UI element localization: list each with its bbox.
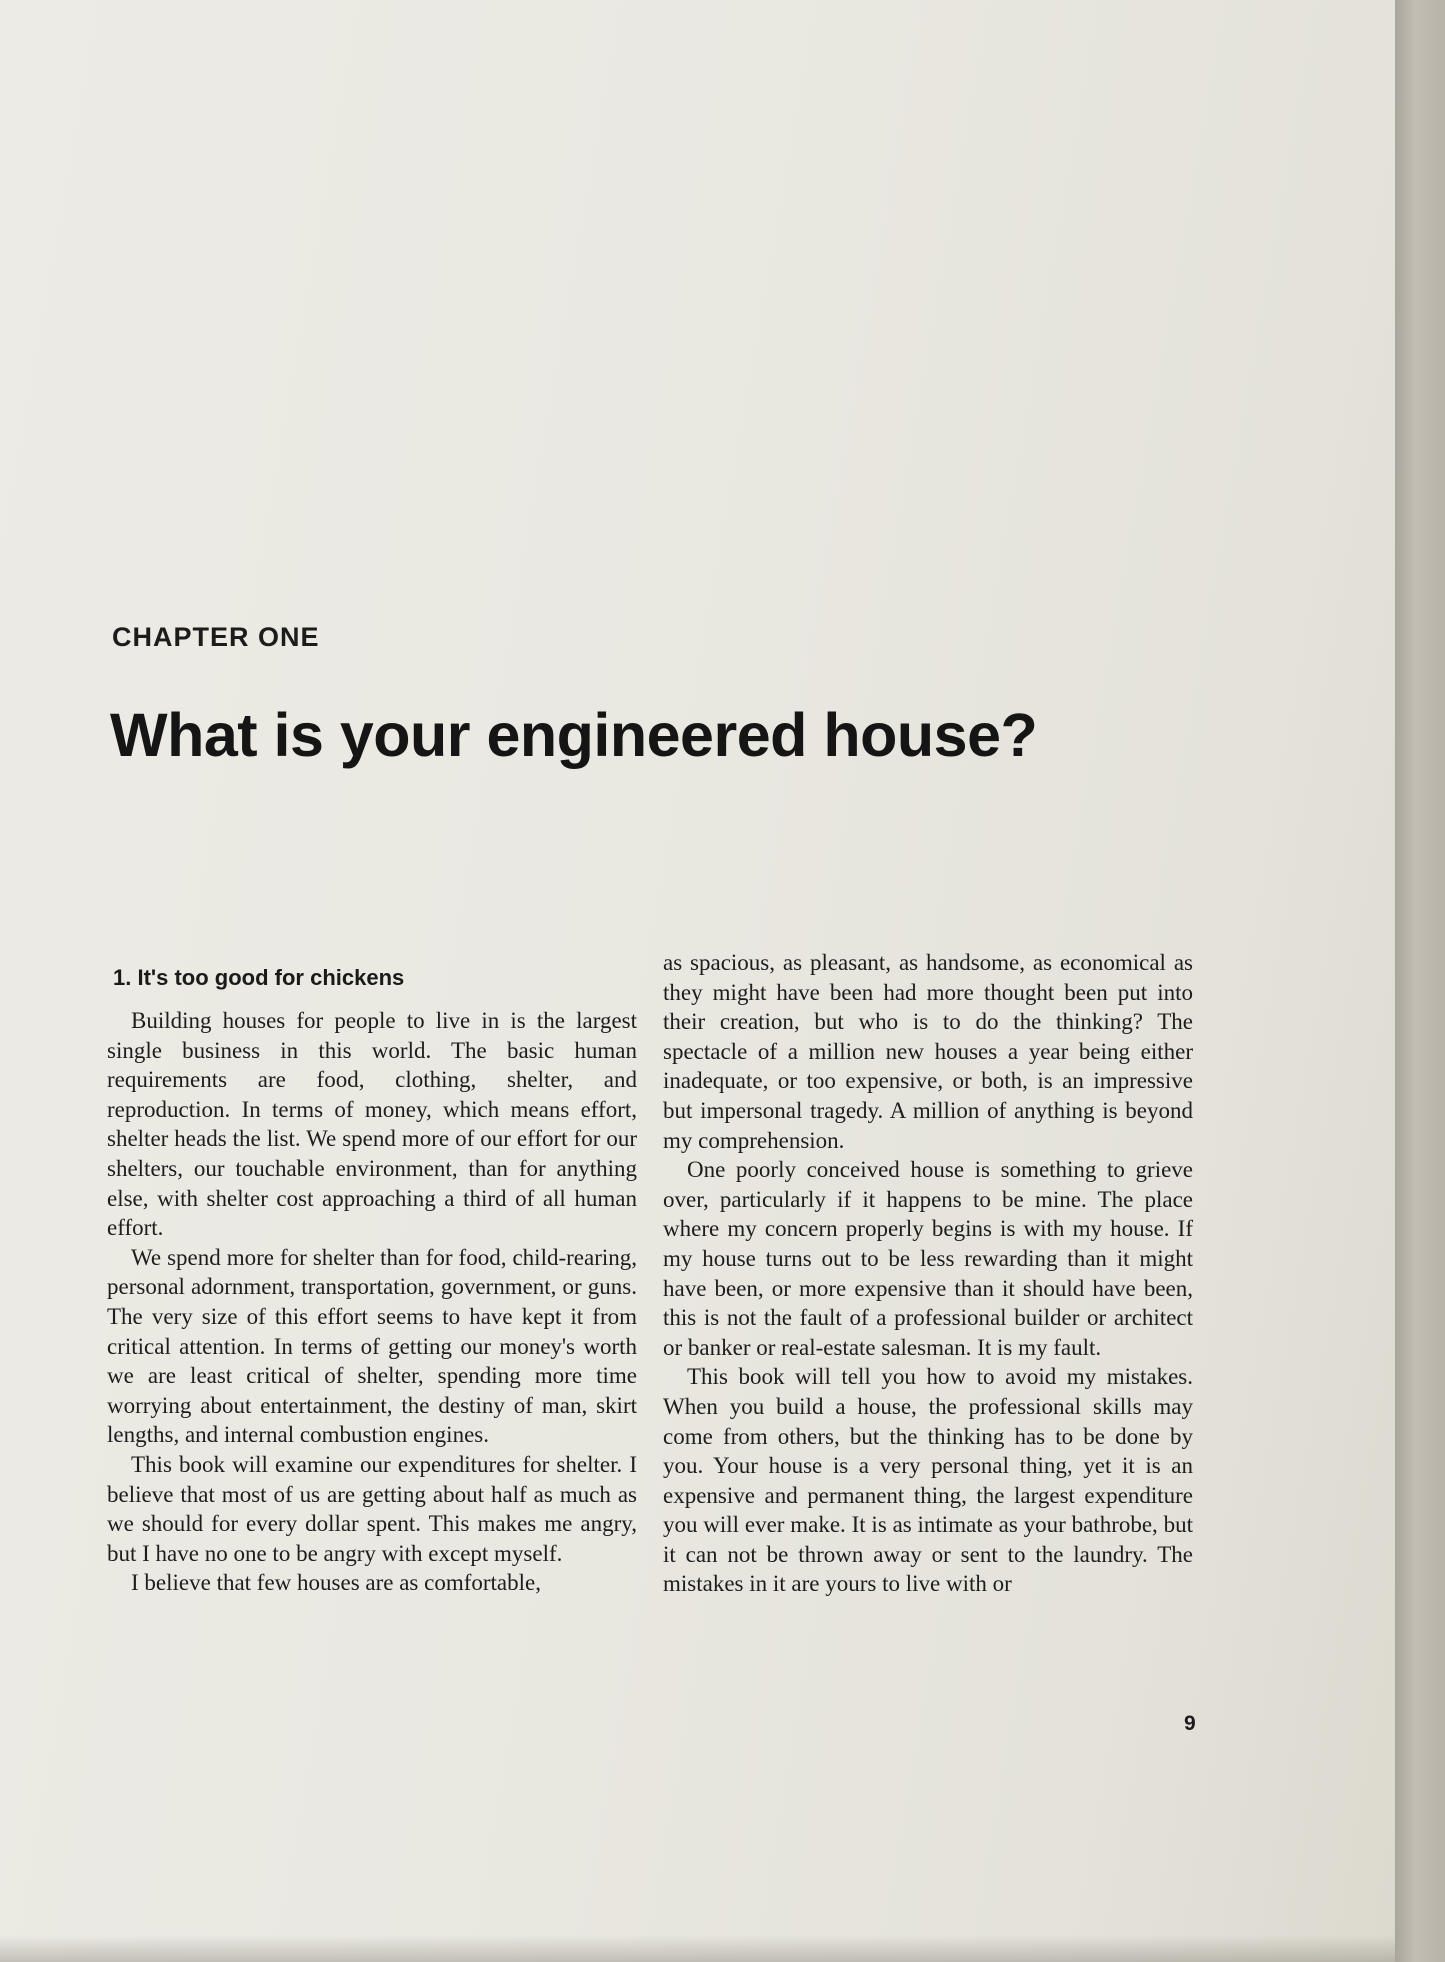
paragraph: One poorly conceived house is something to grieve over, particularly if it happens to be mine. The place where my concern properly begins is with my house. If my house turns out to be less rewarding than it might have been, or more expensive than it should have been, this is not the fault of a professional builder or architect or banker or real-estate salesman. It is my fault. (663, 1157, 1193, 1360)
paragraph: We spend more for shelter than for food, child-rearing, personal adornment, transportation, government, or guns. The very size of this effort seems to have kept it from critical attention. In terms of getting our money's worth we are least critical of shelter, spending more time worrying about entertainment, the destiny of man, skirt lengths, and internal combustion engines. (107, 1244, 637, 1448)
paragraph: This book will examine our expenditures for shelter. I believe that most of us are getting about half as much as we should for every dollar spent. This makes me angry, but I have no one to be angry with except myself. (107, 1451, 637, 1566)
right-column (663, 948, 1193, 1599)
left-column (107, 963, 637, 1598)
chapter-label: CHAPTER ONE (112, 622, 320, 652)
paragraph-continuation: as spacious, as pleasant, as handsome, as economical as they might have been had more thought been put into their creation, but who is to do the thinking? The spectacle of a million new houses a year being either inadequate, or too expensive, or both, is an impressive but impersonal tragedy. A million of anything is beyond my comprehension. (663, 950, 1193, 1153)
page-number: 9 (1184, 1712, 1196, 1735)
paragraph: Building houses for people to live in is the largest single business in this world. The basic human requirements are food, clothing, shelter, and reproduction. In terms of money, which means effort, shelter heads the list. We spend more of our effort for our shelters, our touchable environment, than for anything else, with shelter cost approaching a third of all human effort. (107, 1008, 637, 1241)
paragraph: This book will tell you how to avoid my mistakes. When you build a house, the professional skills may come from others, but the thinking has to be done by you. Your house is a very personal thing, yet it is an expensive and permanent thing, the largest expenditure you will ever make. It is as intimate as your bathrobe, but it can not be thrown away or sent to the laundry. The mistakes in it are yours to live with or (663, 1364, 1193, 1597)
page-edge (1395, 0, 1445, 1962)
paragraph: I believe that few houses are as comfortable, (131, 1570, 541, 1596)
section-heading: 1. It's too good for chickens (113, 965, 405, 990)
chapter-title: What is your engineered house? (110, 701, 1038, 769)
page-shadow (0, 1935, 1395, 1962)
